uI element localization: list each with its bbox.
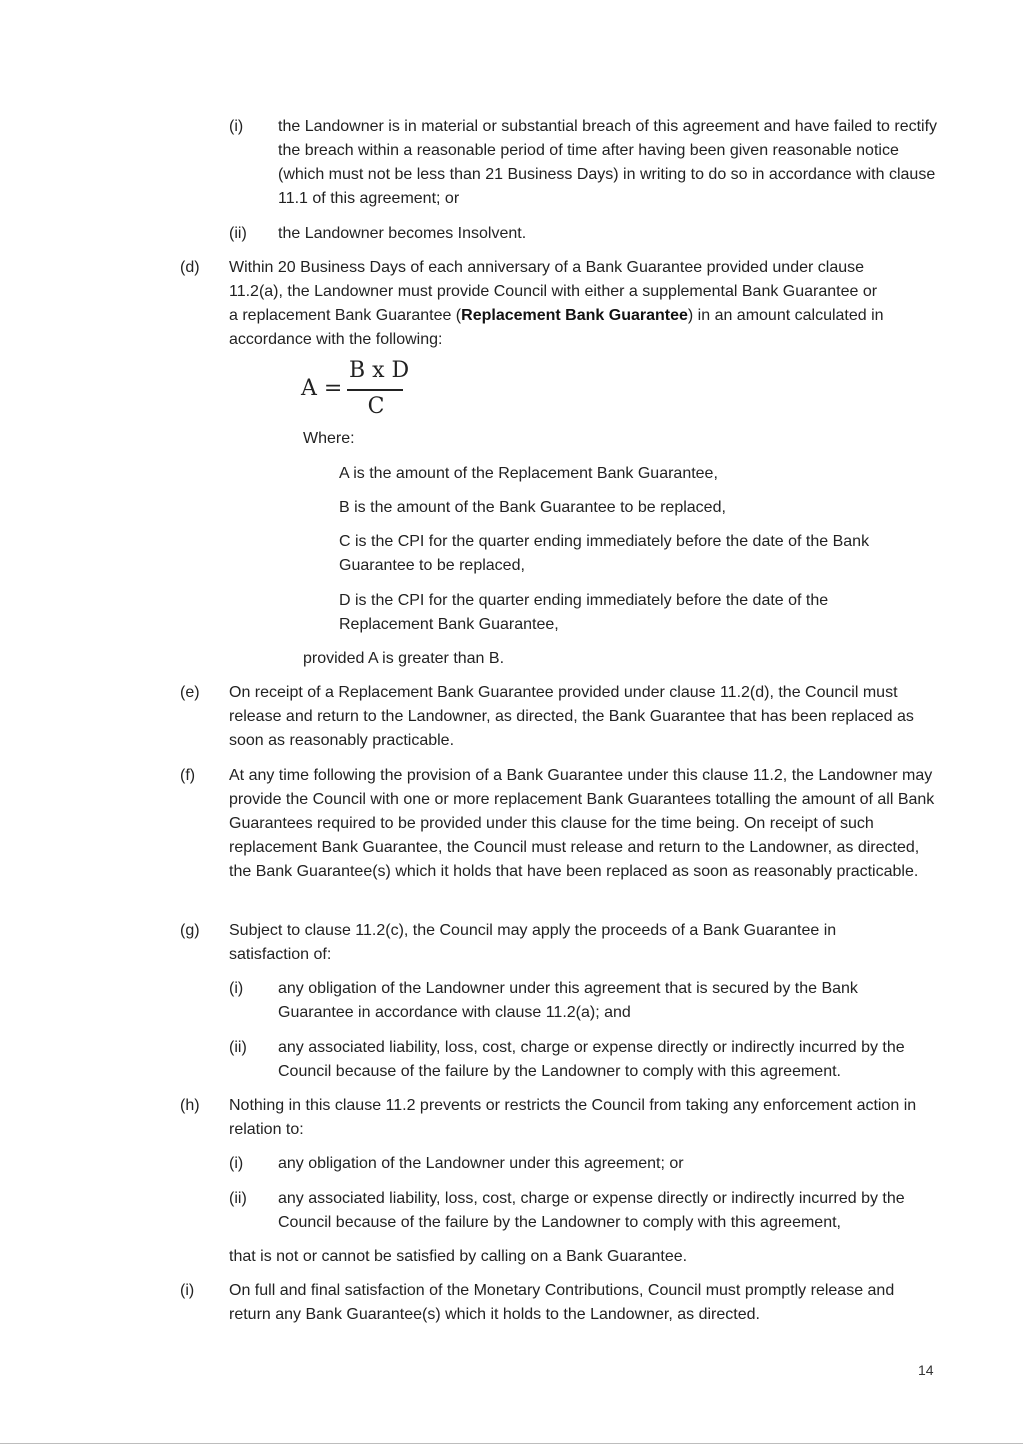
definition: C is the CPI for the quarter ending immediately before the date of the Bank Guarantee to be replaced, <box>339 533 870 574</box>
subclause-text: any associated liability, loss, cost, charge or expense directly or indirectly incurred by the Council because of the failure by the Landowner to comply with this agreement. <box>278 1039 905 1080</box>
subclause-text: the Landowner is in material or substantial breach of this agreement and have failed to rectify the breach within a reasonable period of time after having been given reasonable notice (which must not be less than 21 Business Days) in writing to do so in accordance with clause 11.1 of this agreement; or <box>278 118 938 207</box>
definition: D is the CPI for the quarter ending immediately before the date of the Replacement Bank Guarantee, <box>339 592 829 633</box>
clause-d-text <box>229 256 889 352</box>
definition: A is the amount of the Replacement Bank Guarantee, <box>339 465 718 482</box>
subclause-number: (i) <box>229 980 244 997</box>
clause-g-text: Subject to clause 11.2(c), the Council may apply the proceeds of a Bank Guarantee in satisfaction of: <box>229 922 837 963</box>
clause-number: (e) <box>180 684 200 701</box>
proviso: provided A is greater than B. <box>303 650 505 667</box>
formula <box>301 356 441 422</box>
subclause-number: (ii) <box>229 225 247 242</box>
clause-number: (d) <box>180 259 200 276</box>
subclause-text: the Landowner becomes Insolvent. <box>278 225 527 242</box>
clause-h-tail: that is not or cannot be satisfied by calling on a Bank Guarantee. <box>229 1248 688 1265</box>
subclause-text: any associated liability, loss, cost, charge or expense directly or indirectly incurred by the Council because of the failure by the Landowner to comply with this agreement, <box>278 1190 905 1231</box>
formula-numerator: B x D <box>349 358 410 383</box>
defined-term: Replacement Bank Guarantee <box>461 307 688 324</box>
clause-number: (h) <box>180 1097 200 1114</box>
subclause-text: any obligation of the Landowner under this agreement; or <box>278 1155 684 1172</box>
definition: B is the amount of the Bank Guarantee to be replaced, <box>339 499 726 516</box>
clause-f-text: At any time following the provision of a Bank Guarantee under this clause 11.2, the Landowner may provide the Council with one or more replacement Bank Guarantees totalling the amount of all Bank Guarantees required to be provided under this clause for the time being. On receipt of such replacement Bank Guarantee, the Council must release and return to the Landowner, as directed, the Bank Guarantee(s) which it holds that have been replaced as soon as reasonably practicable. <box>229 767 935 880</box>
clause-i-text: On full and final satisfaction of the Monetary Contributions, Council must promptly release and return any Bank Guarantee(s) which it holds to the Landowner, as directed. <box>229 1282 895 1323</box>
clause-e-text: On receipt of a Replacement Bank Guarantee provided under clause 11.2(d), the Council must release and return to the Landowner, as directed, the Bank Guarantee that has been replaced as soon as reasonably practicable. <box>229 684 914 749</box>
formula-denominator: C <box>367 394 385 419</box>
subclause-number: (i) <box>229 118 244 135</box>
clause-number: (g) <box>180 922 200 939</box>
subclause-text: any obligation of the Landowner under this agreement that is secured by the Bank Guarantee in accordance with clause 11.2(a); and <box>278 980 858 1021</box>
where-label: Where: <box>303 430 355 447</box>
fraction-bar <box>347 389 403 391</box>
formula-lhs: A = <box>301 376 343 401</box>
clause-number: (i) <box>180 1282 195 1299</box>
clause-h-text: Nothing in this clause 11.2 prevents or restricts the Council from taking any enforcement action in relation to: <box>229 1097 917 1138</box>
subclause-number: (ii) <box>229 1039 247 1056</box>
subclause-number: (i) <box>229 1155 244 1172</box>
clause-number: (f) <box>180 767 196 784</box>
clause-d-text-after: ) in an amount calculated in accordance with the following: <box>229 307 884 348</box>
page-number: 14 <box>918 1362 934 1378</box>
page-divider <box>0 1443 1023 1444</box>
subclause-number: (ii) <box>229 1190 247 1207</box>
clause-d-text-before: Within 20 Business Days of each anniversary of a Bank Guarantee provided under clause 11.2(a), the Landowner must provide Council with either a supplemental Bank Guarantee or a replacement Bank Guarantee ( <box>229 259 878 324</box>
